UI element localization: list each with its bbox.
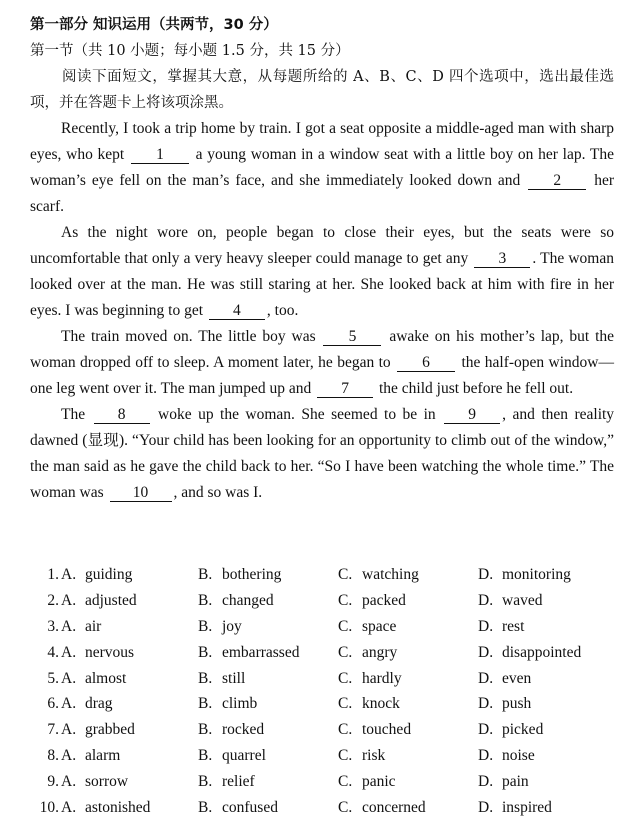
option-text: hardly <box>362 669 402 687</box>
option-b <box>198 562 281 588</box>
question-row <box>37 640 617 666</box>
option-text: alarm <box>85 747 121 765</box>
option-letter: D. <box>478 617 494 635</box>
option-letter: B. <box>198 591 213 609</box>
option-text: almost <box>85 669 127 687</box>
option-b <box>198 717 264 743</box>
option-b <box>198 691 257 717</box>
option-text: touched <box>362 721 412 739</box>
option-a <box>61 691 113 717</box>
option-text: angry <box>362 643 398 661</box>
option-letter: D. <box>478 591 494 609</box>
option-a <box>61 717 135 743</box>
blank-8: 8 <box>94 406 150 424</box>
option-c <box>338 614 396 640</box>
option-letter: B. <box>198 799 213 817</box>
option-text: still <box>222 669 246 687</box>
option-letter: B. <box>198 617 213 635</box>
question-number: 4. <box>47 643 59 661</box>
option-letter: B. <box>198 566 213 583</box>
option-letter: A. <box>61 566 77 583</box>
part-title: 第一节（共 10 小题；每小题 1.5 分，共 15 分） <box>30 43 350 59</box>
blank-9: 9 <box>444 406 500 424</box>
option-letter: B. <box>198 721 213 739</box>
option-text: drag <box>85 695 113 713</box>
question-row <box>37 666 617 692</box>
option-letter: B. <box>198 643 213 661</box>
option-d <box>478 614 524 640</box>
option-text: waved <box>502 591 543 609</box>
option-c <box>338 743 385 769</box>
passage-paragraph-1: Recently, I took a trip home by train. I got a seat opposite a middle-aged man with sharp eyes, who kept 1 a young woman in a window seat with a little boy on her lap. The woman’s eye fell on the man’s face, and she immediately looked down and 2 her scarf. <box>30 120 615 215</box>
option-letter: C. <box>338 799 353 817</box>
option-letter: A. <box>61 591 77 609</box>
option-a <box>61 614 101 640</box>
option-letter: A. <box>61 643 77 661</box>
option-letter: C. <box>338 669 353 687</box>
option-c <box>338 666 402 692</box>
option-b <box>198 640 299 666</box>
section-title: 第一部分 知识运用（共两节，30 分） <box>30 17 278 33</box>
question-number: 1. <box>47 566 59 583</box>
option-a <box>61 769 128 795</box>
option-letter: D. <box>478 747 494 765</box>
option-text: space <box>362 617 397 635</box>
option-text: noise <box>502 747 535 765</box>
option-text: climb <box>222 695 258 713</box>
option-text: pain <box>502 773 529 791</box>
question-number: 10. <box>39 799 59 817</box>
question-row <box>37 588 617 614</box>
question-row <box>37 691 617 717</box>
option-c <box>338 691 400 717</box>
question-number: 9. <box>47 773 59 791</box>
option-letter: B. <box>198 695 213 713</box>
option-d <box>478 795 552 821</box>
option-b <box>198 795 278 821</box>
option-text: air <box>85 617 102 635</box>
option-letter: D. <box>478 721 494 739</box>
option-letter: D. <box>478 773 494 791</box>
option-d <box>478 717 543 743</box>
option-letter: C. <box>338 721 353 739</box>
blank-6: 6 <box>397 354 455 372</box>
option-d <box>478 743 535 769</box>
option-a <box>61 795 150 821</box>
passage-paragraph-3: The train moved on. The little boy was 5 awake on his mother’s lap, but the woman dropped off to sleep. A moment later, he began to 6 the half-open window—one leg went over it. The man jumped up and 7 the child just before he fell out. <box>30 328 615 397</box>
option-text: inspired <box>502 799 552 817</box>
option-c <box>338 588 406 614</box>
option-text: sorrow <box>85 773 129 791</box>
blank-1: 1 <box>131 146 189 164</box>
option-a <box>61 743 120 769</box>
passage <box>30 116 614 506</box>
question-number: 7. <box>47 721 59 739</box>
passage-paragraph-4: The 8 woke up the woman. She seemed to be in 9 , and then reality dawned (显现). “Your child has been looking for an opportunity to climb out of the window,” the man said as he gave the child back to her. “So I have been watching the whole time.” The woman was 10 , and so was I. <box>30 406 615 501</box>
option-a <box>61 588 137 614</box>
option-b <box>198 743 266 769</box>
option-a <box>61 562 132 588</box>
option-text: embarrassed <box>222 643 300 661</box>
option-text: nervous <box>85 643 135 661</box>
instructions: 阅读下面短文，掌握其大意，从每题所给的 A、B、C、D 四个选项中，选出最佳选项，并在答题卡上将该项涂黑。 <box>30 69 614 111</box>
option-b <box>198 769 255 795</box>
option-text: joy <box>222 617 242 635</box>
option-a <box>61 666 126 692</box>
option-text: disappointed <box>502 643 582 661</box>
blank-4: 4 <box>209 302 265 320</box>
option-letter: C. <box>338 695 353 713</box>
question-row <box>37 743 617 769</box>
option-c <box>338 717 411 743</box>
option-d <box>478 562 571 588</box>
option-letter: C. <box>338 747 353 765</box>
option-letter: C. <box>338 643 353 661</box>
option-letter: D. <box>478 669 494 687</box>
answer-options <box>37 562 617 821</box>
option-text: guiding <box>85 566 133 583</box>
option-letter: B. <box>198 669 213 687</box>
option-text: watching <box>362 566 419 583</box>
option-letter: B. <box>198 773 213 791</box>
blank-7: 7 <box>317 380 373 398</box>
question-row <box>37 795 617 821</box>
option-d <box>478 769 529 795</box>
question-number: 8. <box>47 747 59 765</box>
option-letter: C. <box>338 591 353 609</box>
option-letter: A. <box>61 721 77 739</box>
option-b <box>198 614 242 640</box>
question-row <box>37 614 617 640</box>
question-number: 2. <box>47 591 59 609</box>
passage-paragraph-2: As the night wore on, people began to close their eyes, but the seats were so uncomfortable that only a very heavy sleeper could manage to get any 3 . The woman looked over at the man. He was still staring at her. She looked back at him with fire in her eyes. I was beginning to get 4 , too. <box>30 224 614 319</box>
option-b <box>198 666 245 692</box>
question-number: 6. <box>47 695 59 713</box>
option-letter: A. <box>61 669 77 687</box>
option-text: picked <box>502 721 544 739</box>
option-letter: D. <box>478 695 494 713</box>
option-d <box>478 666 531 692</box>
option-text: rest <box>502 617 525 635</box>
option-text: knock <box>362 695 400 713</box>
question-row <box>37 562 617 588</box>
option-c <box>338 795 426 821</box>
option-text: changed <box>222 591 274 609</box>
option-letter: A. <box>61 773 77 791</box>
question-row <box>37 769 617 795</box>
option-letter: D. <box>478 566 494 583</box>
option-text: panic <box>362 773 396 791</box>
blank-3: 3 <box>474 250 530 268</box>
option-c <box>338 769 396 795</box>
option-text: packed <box>362 591 406 609</box>
option-text: bothering <box>222 566 282 583</box>
option-text: concerned <box>362 799 426 817</box>
option-text: push <box>502 695 532 713</box>
blank-2: 2 <box>528 172 586 190</box>
option-text: grabbed <box>85 721 135 739</box>
question-number: 5. <box>47 669 59 687</box>
option-letter: A. <box>61 799 77 817</box>
option-d <box>478 691 531 717</box>
option-text: astonished <box>85 799 151 817</box>
option-text: confused <box>222 799 278 817</box>
option-d <box>478 640 581 666</box>
question-row <box>37 717 617 743</box>
option-letter: C. <box>338 617 353 635</box>
option-text: even <box>502 669 532 687</box>
option-letter: A. <box>61 747 77 765</box>
option-text: risk <box>362 747 386 765</box>
blank-5: 5 <box>323 328 381 346</box>
option-text: relief <box>222 773 255 791</box>
option-text: rocked <box>222 721 265 739</box>
option-text: monitoring <box>502 566 571 583</box>
option-d <box>478 588 542 614</box>
option-letter: C. <box>338 773 353 791</box>
option-letter: D. <box>478 799 494 817</box>
option-letter: A. <box>61 617 77 635</box>
option-letter: D. <box>478 643 494 661</box>
option-a <box>61 640 134 666</box>
option-text: quarrel <box>222 747 266 765</box>
option-letter: B. <box>198 747 213 765</box>
option-c <box>338 640 397 666</box>
question-number: 3. <box>47 617 59 635</box>
option-text: adjusted <box>85 591 137 609</box>
option-c <box>338 562 419 588</box>
option-letter: C. <box>338 566 353 583</box>
option-letter: A. <box>61 695 77 713</box>
blank-10: 10 <box>110 484 172 502</box>
option-b <box>198 588 274 614</box>
